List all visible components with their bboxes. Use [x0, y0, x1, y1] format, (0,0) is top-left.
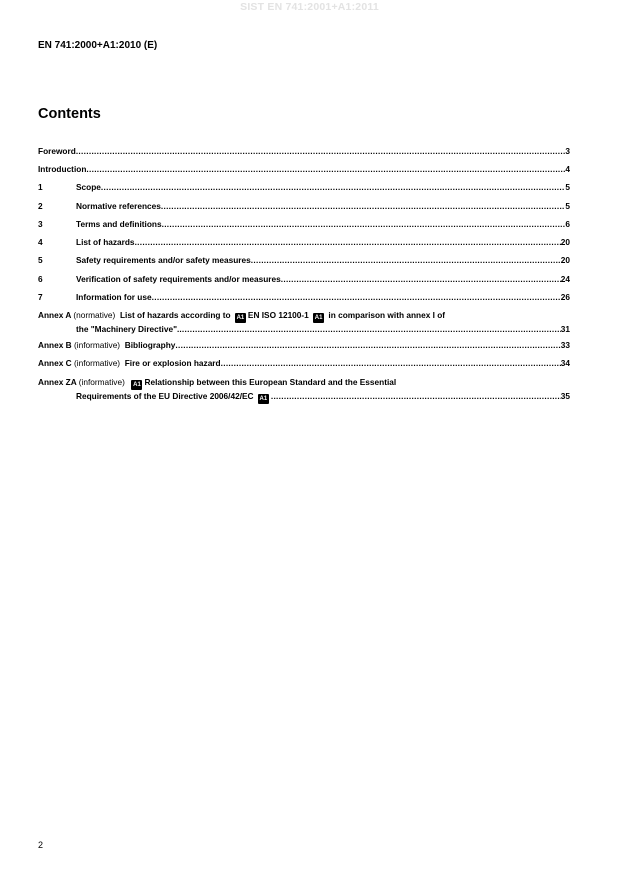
annex-type: (informative)	[73, 358, 121, 368]
toc-entry-page: 24	[560, 274, 570, 284]
toc-entry-number: 1	[38, 182, 43, 192]
toc-entry-page: 5	[565, 182, 570, 192]
toc-entry-terms-and-definitions[interactable]	[38, 219, 570, 231]
toc-entry-annex-a[interactable]	[38, 310, 570, 334]
toc-entry-foreword[interactable]	[38, 146, 570, 158]
toc-entry-normative-references[interactable]	[38, 201, 570, 213]
toc-entry-verification[interactable]	[38, 274, 570, 286]
annex-title-part: EN ISO 12100-1	[247, 310, 309, 320]
toc-entry-title: Terms and definitions	[76, 219, 162, 229]
toc-entry-title: Introduction	[38, 164, 87, 174]
dot-leader	[152, 292, 561, 302]
dot-leader	[221, 358, 561, 368]
annex-title-line2: Requirements of the EU Directive 2006/42/EC	[76, 391, 254, 401]
toc-entry-title: Safety requirements and/or safety measures	[76, 255, 251, 265]
annex-title-part: List of hazards according to	[119, 310, 231, 320]
annex-label: Annex ZA	[38, 377, 77, 387]
annex-title-part: Relationship between this European Standard and the Essential	[144, 377, 397, 387]
dot-leader	[179, 324, 560, 334]
toc-entry-page: 34	[560, 358, 570, 368]
dot-leader	[162, 219, 566, 229]
dot-leader	[161, 201, 566, 211]
annex-type: (normative)	[73, 310, 116, 320]
toc-entry-title: Information for use	[76, 292, 152, 302]
toc-entry-page: 35	[560, 391, 570, 401]
annex-title-part: in comparison with annex I of	[328, 310, 446, 320]
toc-entry-scope[interactable]	[38, 182, 570, 194]
toc-entry-number: 3	[38, 219, 43, 229]
dot-leader	[135, 237, 561, 247]
amendment-end-marker-icon: A1	[314, 315, 323, 321]
toc-entry-number: 2	[38, 201, 43, 211]
annex-title: Fire or explosion hazard	[124, 358, 221, 368]
toc-entry-page: 26	[560, 292, 570, 302]
toc-entry-annex-c[interactable]	[38, 358, 570, 370]
toc-entry-title: List of hazards	[76, 237, 135, 247]
toc-entry-number: 6	[38, 274, 43, 284]
dot-leader	[101, 182, 565, 192]
toc-entry-number: 4	[38, 237, 43, 247]
toc-entry-number: 7	[38, 292, 43, 302]
toc-entry-page: 31	[560, 324, 570, 334]
toc-entry-title: Normative references	[76, 201, 161, 211]
amendment-start-marker-icon: A1	[236, 315, 245, 321]
toc-entry-page: 6	[565, 219, 570, 229]
toc-entry-list-of-hazards[interactable]	[38, 237, 570, 249]
toc-entry-page: 4	[565, 164, 570, 174]
contents-heading: Contents	[38, 106, 101, 122]
annex-type: (informative)	[73, 340, 121, 350]
toc-entry-page: 20	[560, 255, 570, 265]
toc-entry-number: 5	[38, 255, 43, 265]
toc-entry-title: Foreword	[38, 146, 76, 156]
annex-label: Annex B	[38, 340, 72, 350]
toc-entry-safety-requirements[interactable]	[38, 255, 570, 267]
amendment-start-marker-icon: A1	[133, 382, 141, 388]
annex-title: Bibliography	[124, 340, 176, 350]
dot-leader	[271, 391, 561, 401]
dot-leader	[76, 146, 566, 156]
annex-title-line2: the "Machinery Directive".	[76, 324, 180, 334]
dot-leader	[86, 164, 565, 174]
toc-entry-page: 3	[565, 146, 570, 156]
toc-entry-page: 20	[560, 237, 570, 247]
toc-entry-page: 5	[565, 201, 570, 211]
dot-leader	[251, 255, 561, 265]
dot-leader	[281, 274, 561, 284]
annex-type: (informative)	[78, 377, 125, 387]
toc-entry-annex-za[interactable]	[38, 377, 570, 401]
toc-entry-title: Scope	[76, 182, 101, 192]
toc-entry-introduction[interactable]	[38, 164, 570, 176]
toc-entry-title: Verification of safety requirements and/or measures	[76, 274, 281, 284]
page-number: 2	[38, 840, 44, 850]
amendment-end-marker-icon: A1	[259, 396, 268, 402]
annex-label: Annex A	[38, 310, 72, 320]
dot-leader	[175, 340, 560, 350]
annex-label: Annex C	[38, 358, 72, 368]
toc-entry-information-for-use[interactable]	[38, 292, 570, 304]
watermark: SIST EN 741:2001+A1:2011	[240, 1, 379, 13]
toc-entry-page: 33	[560, 340, 570, 350]
toc-entry-annex-b[interactable]	[38, 340, 570, 352]
document-id: EN 741:2000+A1:2010 (E)	[38, 40, 158, 51]
